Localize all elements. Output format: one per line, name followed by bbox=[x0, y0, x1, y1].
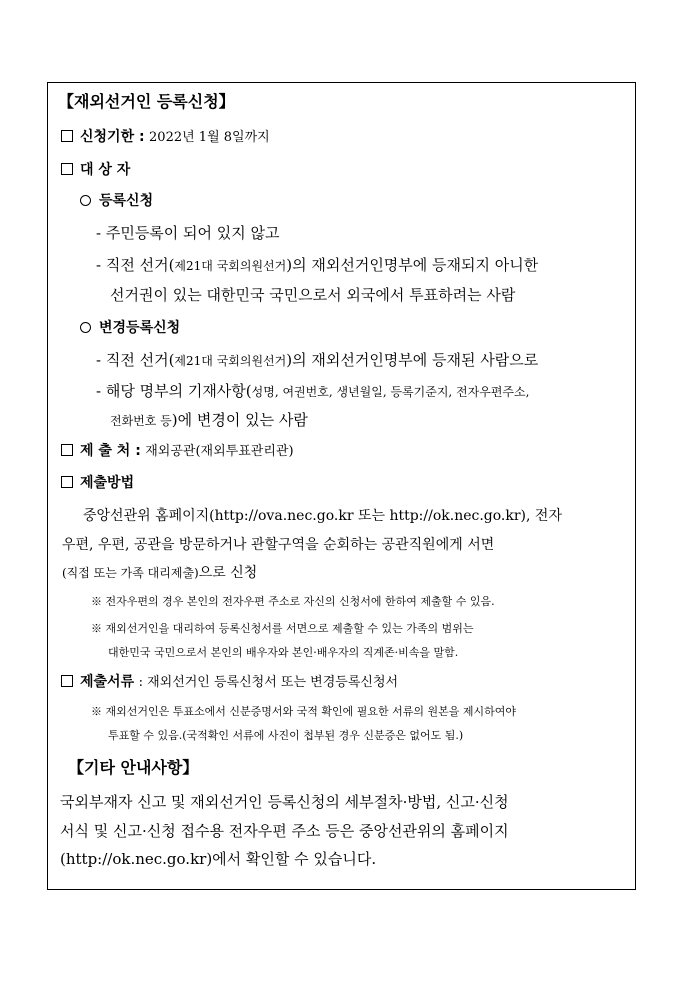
change-label: 변경등록신청 bbox=[99, 320, 181, 336]
change-item-2: - 해당 명부의 기재사항(성명, 여권번호, 생년월일, 등록기준지, 전자우편주소, bbox=[96, 382, 530, 400]
circle-bullet-icon bbox=[80, 195, 91, 206]
change-item-1: - 직전 선거(제21대 국회의원선거)의 재외선거인명부에 등재된 사람으로 bbox=[96, 351, 539, 369]
checkbox-square-icon bbox=[61, 476, 73, 488]
other-line-1: 국외부재자 신고 및 재외선거인 등록신청의 세부절차·방법, 신고·신청 bbox=[60, 793, 509, 811]
deadline-label: 신청기한 : bbox=[80, 129, 145, 145]
target-row bbox=[61, 163, 130, 177]
method-label: 제출방법 bbox=[80, 475, 135, 491]
circle-bullet-icon bbox=[80, 322, 91, 333]
method-row bbox=[61, 476, 134, 490]
deadline-value: 2022년 1월 8일까지 bbox=[149, 130, 270, 145]
method-note-2-line-1: ※ 재외선거인을 대리하여 등록신청서를 서면으로 제출할 수 있는 가족의 범위는 bbox=[91, 622, 474, 635]
other-line-3: (http://ok.nec.go.kr)에서 확인할 수 있습니다. bbox=[60, 850, 377, 868]
method-line-2: 우편, 우편, 공관을 방문하거나 관할구역을 순회하는 공관직원에게 서면 bbox=[62, 537, 495, 553]
change-item-2-cont: 전화번호 등)에 변경이 있는 사람 bbox=[110, 411, 308, 429]
method-line-1: 중앙선관위 홈페이지(http://ova.nec.go.kr 또는 http://ok.nec.go.kr), 전자 bbox=[83, 508, 562, 524]
checkbox-square-icon bbox=[61, 130, 73, 142]
deadline-row bbox=[61, 130, 270, 144]
submit-to-value: 재외공관(재외투표관리관) bbox=[145, 444, 294, 459]
registration-item-2-cont: 선거권이 있는 대한민국 국민으로서 외국에서 투표하려는 사람 bbox=[110, 286, 516, 304]
checkbox-square-icon bbox=[61, 675, 73, 687]
documents-row bbox=[61, 675, 398, 689]
registration-label: 등록신청 bbox=[99, 193, 154, 209]
section-title-other: 【기타 안내사항】 bbox=[68, 758, 199, 777]
submit-to-label: 제 출 처 : bbox=[80, 443, 141, 459]
submit-to-row bbox=[61, 444, 294, 458]
method-note-1: ※ 전자우편의 경우 본인의 전자우편 주소로 자신의 신청서에 한하여 제출할 수 있음. bbox=[91, 595, 495, 608]
target-label: 대 상 자 bbox=[80, 162, 131, 178]
documents-note-line-1: ※ 재외선거인은 투표소에서 신분증명서와 국적 확인에 필요한 서류의 원본을 제시하여야 bbox=[91, 705, 517, 718]
checkbox-square-icon bbox=[61, 444, 73, 456]
documents-note-line-2: 투표할 수 있음.(국적확인 서류에 사진이 첩부된 경우 신분증은 없어도 됨.) bbox=[108, 729, 464, 742]
registration-row bbox=[80, 194, 153, 208]
documents-label: 제출서류 bbox=[80, 674, 135, 690]
registration-item-1: - 주민등록이 되어 있지 않고 bbox=[96, 224, 280, 242]
change-row bbox=[80, 321, 180, 335]
documents-value: : 재외선거인 등록신청서 또는 변경등록신청서 bbox=[138, 675, 399, 690]
other-line-2: 서식 및 신고·신청 접수용 전자우편 주소 등은 중앙선관위의 홈페이지 bbox=[60, 822, 509, 840]
checkbox-square-icon bbox=[61, 163, 73, 175]
registration-item-2: - 직전 선거(제21대 국회의원선거)의 재외선거인명부에 등재되지 아니한 bbox=[96, 256, 539, 274]
section-title: 【재외선거인 등록신청】 bbox=[58, 92, 235, 111]
method-note-2-line-2: 대한민국 국민으로서 본인의 배우자와 본인·배우자의 직계존·비속을 말함. bbox=[108, 646, 459, 659]
method-line-3: (직접 또는 가족 대리제출)으로 신청 bbox=[62, 565, 258, 581]
